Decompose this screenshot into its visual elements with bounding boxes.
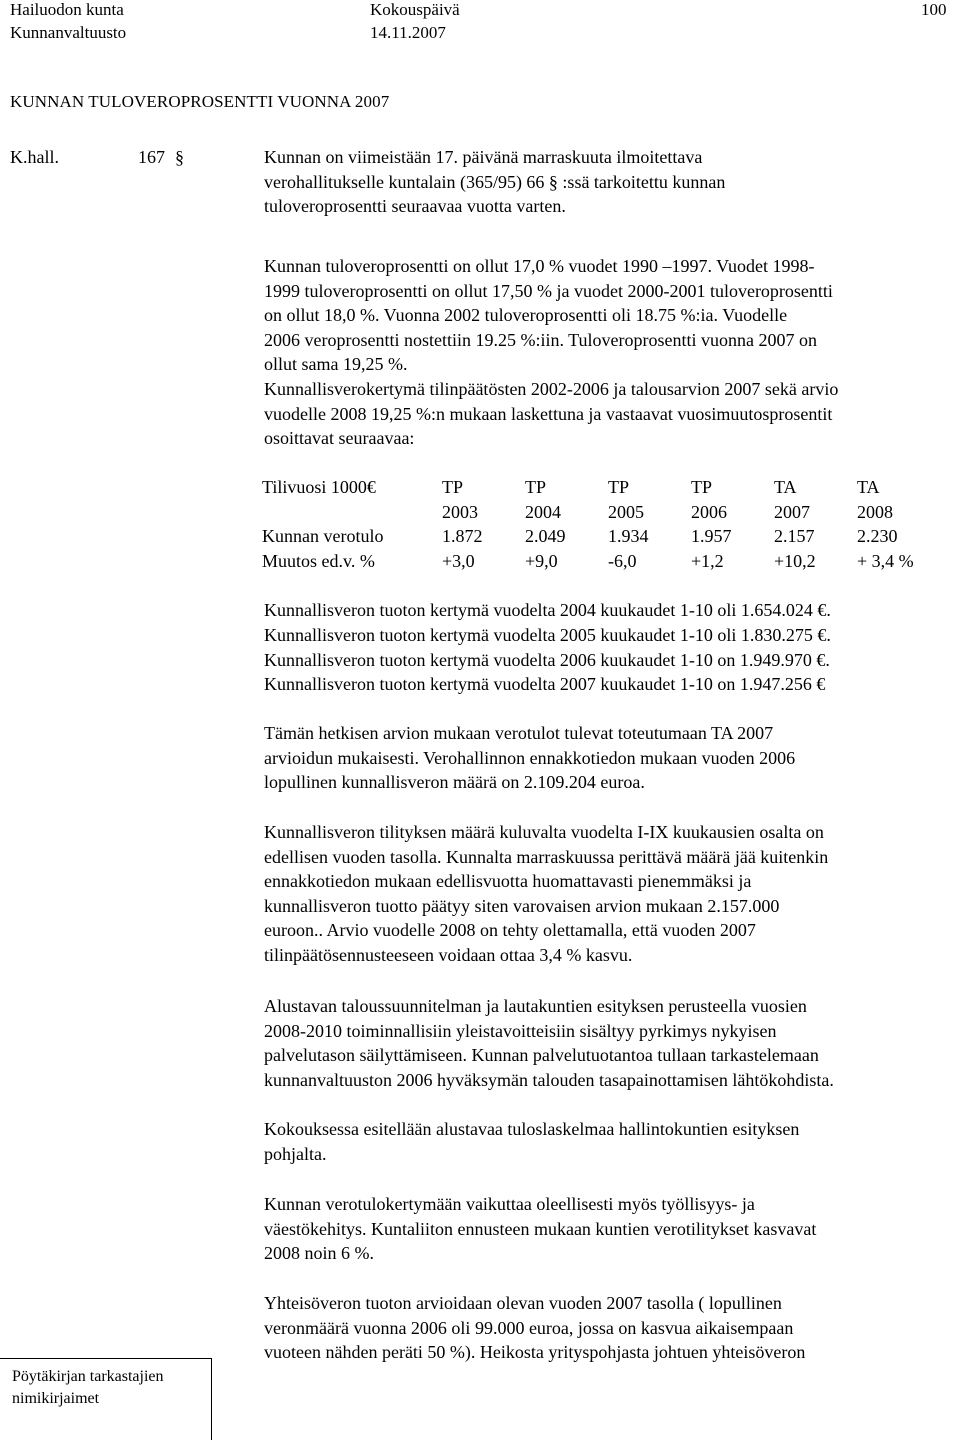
table-cell: -6,0 — [608, 550, 637, 571]
text-line: Kunnallisveron tuoton kertymä vuodelta 2007 kuukaudet 1-10 on 1.947.256 € — [264, 674, 826, 695]
initials-box — [0, 1358, 212, 1440]
text-line: vuodelle 2008 19,25 %:n mukaan laskettuna ja vastaavat vuosimuutosprosentit — [264, 403, 833, 424]
text-line: Kunnan verotulokertymään vaikuttaa oleellisesti myös työllisyys- ja — [264, 1194, 755, 1214]
text-line: Kunnallisveron tuoton kertymä vuodelta 2006 kuukaudet 1-10 on 1.949.970 €. — [264, 649, 830, 670]
revenue-paragraph — [264, 598, 831, 697]
text-line: ollut sama 19,25 %. — [264, 354, 408, 375]
table-cell: 2.157 — [774, 526, 815, 547]
history-paragraph — [264, 254, 954, 451]
text-line: 2006 veroprosentti nostettiin 19.25 %:iin. Tuloveroprosentti vuonna 2007 on — [264, 329, 817, 350]
table-cell: 2005 — [608, 501, 644, 522]
text-line: ennakkotiedon mukaan edellisvuotta huomattavasti pienemmäksi ja — [264, 871, 752, 892]
page-title: KUNNAN TULOVEROPROSENTTI VUONNA 2007 — [10, 92, 390, 111]
text-line: edellisen vuoden tasolla. Kunnalta marraskuussa perittävä määrä jää kuitenkin — [264, 846, 829, 867]
table-cell: Muutos ed.v. % — [262, 550, 375, 571]
text-line: tuloveroprosentti seuraavaa vuotta varten. — [264, 196, 566, 217]
initials-label: nimikirjaimet — [12, 1390, 100, 1407]
plan-paragraph — [264, 994, 954, 1092]
table-cell: TP — [691, 477, 713, 497]
table-header-row — [262, 475, 940, 500]
table-row — [262, 549, 940, 574]
table-cell: TP — [525, 477, 547, 497]
text-line: palvelutason säilyttämiseen. Kunnan palvelutuotantoa tullaan tarkastelemaan — [264, 1045, 819, 1066]
intro-paragraph — [264, 145, 954, 219]
case-number: 167 — [138, 147, 165, 167]
text-line: Kunnallisverokertymä tilinpäätösten 2002-2006 ja talousarvion 2007 sekä arvio — [264, 378, 839, 399]
text-line: Kunnan on viimeistään 17. päivänä marraskuuta ilmoitettava — [264, 147, 703, 167]
table-cell: 1.872 — [442, 526, 483, 547]
table-cell: TA — [857, 477, 880, 497]
table-cell: 2.230 — [857, 526, 898, 547]
table-header-row — [262, 500, 940, 525]
text-line: Kunnallisveron tuoton kertymä vuodelta 2004 kuukaudet 1-10 oli 1.654.024 €. — [264, 600, 831, 620]
text-line: 1999 tuloveroprosentti on ollut 17,50 % ja vuodet 2000-2001 tuloveroprosentti — [264, 280, 833, 301]
case-body: K.hall. — [10, 147, 59, 167]
tax-revenue-table — [262, 475, 940, 573]
table-cell: 2008 — [857, 501, 893, 522]
initials-label: Pöytäkirjan tarkastajien — [12, 1368, 164, 1385]
table-cell: 2007 — [774, 501, 810, 522]
text-line: verohallitukselle kuntalain (365/95) 66 § :ssä tarkoitettu kunnan — [264, 171, 726, 192]
header-meeting-label: Kokouspäivä — [370, 0, 460, 19]
text-line: Yhteisöveron tuoton arvioidaan olevan vuoden 2007 tasolla ( lopullinen — [264, 1293, 782, 1313]
text-line: tilinpäätösennusteeseen voidaan ottaa 3,4 % kasvu. — [264, 944, 633, 965]
text-line: pohjalta. — [264, 1143, 327, 1164]
table-cell: + 3,4 % — [857, 550, 914, 571]
text-line: on ollut 18,0 %. Vuonna 2002 tuloveroprosentti oli 18.75 %:ia. Vuodelle — [264, 305, 788, 326]
text-line: arvioidun mukaisesti. Verohallinnon ennakkotiedon mukaan vuoden 2006 — [264, 747, 796, 768]
corporate-tax-paragraph — [264, 1291, 954, 1365]
text-line: 2008-2010 toiminnallisiin yleistavoitteisiin sisältyy pyrkimys nykyisen — [264, 1020, 777, 1041]
text-line: kunnanvaltuuston 2006 hyväksymän talouden tasapainottamisen lähtökohdista. — [264, 1069, 834, 1090]
text-line: Kunnallisveron tilityksen määrä kuluvalta vuodelta I-IX kuukausien osalta on — [264, 822, 824, 842]
table-cell: 2006 — [691, 501, 727, 522]
table-cell: 1.957 — [691, 526, 732, 547]
table-cell: Kunnan verotulo — [262, 526, 384, 547]
text-line: lopullinen kunnallisveron määrä on 2.109.204 euroa. — [264, 772, 645, 793]
text-line: osoittavat seuraavaa: — [264, 428, 415, 449]
table-cell: 1.934 — [608, 526, 649, 547]
table-cell: +1,2 — [691, 550, 724, 571]
table-row — [262, 524, 940, 549]
text-line: Kokouksessa esitellään alustavaa tuloslaskelmaa hallintokuntien esityksen — [264, 1119, 800, 1139]
table-cell: Tilivuosi 1000€ — [262, 477, 376, 497]
table-cell: TP — [608, 477, 630, 497]
header-body: Kunnanvaltuusto — [10, 23, 127, 42]
employment-paragraph — [264, 1192, 954, 1266]
settlement-paragraph — [264, 820, 954, 968]
meeting-paragraph — [264, 1117, 954, 1166]
table-cell: 2.049 — [525, 526, 566, 547]
estimate-paragraph — [264, 721, 954, 795]
table-cell: 2004 — [525, 501, 561, 522]
text-line: Kunnan tuloveroprosentti on ollut 17,0 % vuodet 1990 –1997. Vuodet 1998- — [264, 256, 815, 276]
text-line: vuoteen nähden peräti 50 %). Heikosta yrityspohjasta johtuen yhteisöveron — [264, 1342, 806, 1363]
text-line: veronmäärä vuonna 2006 oli 99.000 euroa, jossa on kasvua aikaisempaan — [264, 1317, 794, 1338]
header-org: Hailuodon kunta — [10, 0, 124, 19]
text-line: väestökehitys. Kuntaliiton ennusteen mukaan kuntien verotilitykset kasvavat — [264, 1218, 817, 1239]
table-cell: +9,0 — [525, 550, 558, 571]
table-cell — [262, 500, 442, 525]
text-line: euroon.. Arvio vuodelle 2008 on tehty olettamalla, että vuoden 2007 — [264, 920, 756, 941]
table-cell: 2003 — [442, 501, 478, 522]
text-line: Kunnallisveron tuoton kertymä vuodelta 2005 kuukaudet 1-10 oli 1.830.275 €. — [264, 624, 831, 645]
text-line: Tämän hetkisen arvion mukaan verotulot tulevat toteutumaan TA 2007 — [264, 723, 774, 743]
table-cell: TA — [774, 477, 797, 497]
text-line: kunnallisveron tuotto päätyy siten varovaisen arvion mukaan 2.157.000 — [264, 895, 780, 916]
text-line: Alustavan taloussuunnitelman ja lautakuntien esityksen perusteella vuosien — [264, 996, 807, 1016]
section-sign: § — [175, 147, 184, 167]
table-cell: +3,0 — [442, 550, 475, 571]
table-cell: +10,2 — [774, 550, 816, 571]
table-cell: TP — [442, 477, 464, 497]
text-line: 2008 noin 6 %. — [264, 1243, 374, 1264]
header-meeting-date: 14.11.2007 — [370, 23, 446, 42]
page-number: 100 — [921, 0, 947, 19]
